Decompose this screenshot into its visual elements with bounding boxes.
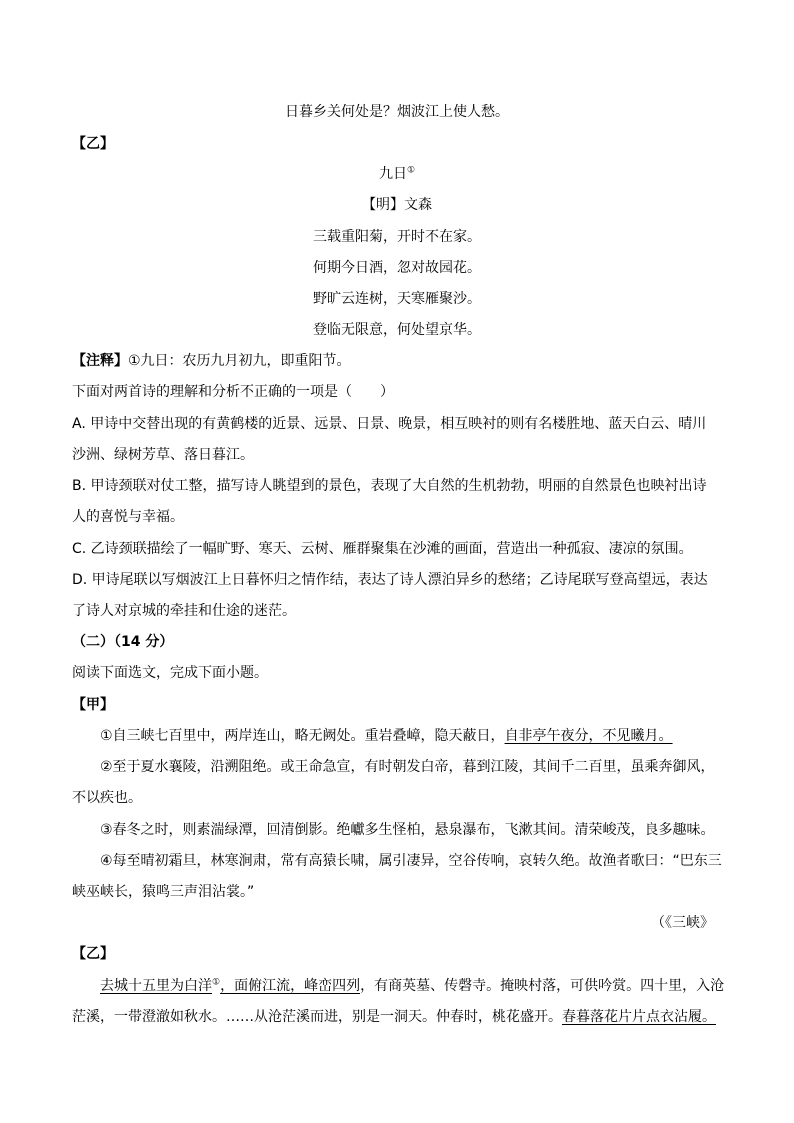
paragraph-2-line-2: 不以疾也。 — [72, 790, 142, 806]
section-instruction: 阅读下面选文，完成下面小题。 — [72, 665, 268, 681]
poem2-line-2: 何期今日酒，忽对故园花。 — [313, 260, 481, 276]
paragraph-4-line-2: 峡巫峡长，猿鸣三声泪沾裳。” — [72, 884, 255, 900]
source-citation: （《三峡》 — [651, 915, 714, 931]
poem2-line-1: 三载重阳菊，开时不在家。 — [313, 229, 481, 245]
poem2-note-mark: ① — [406, 165, 416, 176]
question-stem: 下面对两首诗的理解和分析不正确的一项是（ ） — [72, 384, 394, 400]
section-heading: （二）（14 分） — [72, 634, 174, 650]
annotation-label: 【注释】 — [72, 353, 128, 369]
yi-paragraph-line-1 — [100, 976, 724, 996]
option-d-line-1: D. 甲诗尾联以写烟波江上日暮怀归之情作结，表达了诗人漂泊异乡的愁绪；乙诗尾联写登高望远，表达 — [72, 572, 708, 588]
poem2-title-text: 九日 — [378, 166, 407, 182]
option-a-line-1: A. 甲诗中交替出现的有黄鹤楼的近景、远景、日景、晚景，相互映衬的则有名楼胜地、蓝天白云、晴川 — [72, 416, 707, 432]
yi-underlined-2: ，面俯江流，峰峦四列 — [220, 978, 361, 994]
yi-label: 【乙】 — [72, 136, 114, 152]
yi-text-1: ，有商英墓、传磬寺。掩映村落，可供吟赏。四十里，入沧 — [360, 978, 725, 994]
annotation — [72, 351, 351, 371]
yi-text-2: 茫溪，一带澄澈如秋水。……从沧茫溪而进，别是一洞天。仲春时，桃花盛开。 — [72, 1009, 562, 1025]
yi-label-2: 【乙】 — [72, 946, 114, 962]
yi-underlined-1: 去城十五里为白洋 — [100, 978, 212, 994]
option-c: C. 乙诗颈联描绘了一幅旷野、寒天、云树、雁群聚集在沙滩的画面，营造出一种孤寂、凄凉的氛围。 — [72, 541, 693, 557]
option-d-line-2: 了诗人对京城的牵挂和仕途的迷茫。 — [72, 603, 296, 619]
option-b-line-2: 人的喜悦与幸福。 — [72, 509, 184, 525]
jia-label: 【甲】 — [72, 697, 114, 713]
poem2-author: 【明】文森 — [362, 197, 432, 213]
poem1-last-line: 日暮乡关何处是？烟波江上使人愁。 — [285, 104, 509, 120]
paragraph-3: ③春冬之时，则素湍绿潭，回清倒影。绝巘多生怪柏，悬泉瀑布，飞漱其间。清荣峻茂，良多趣味。 — [100, 822, 715, 838]
paragraph-1 — [100, 726, 673, 746]
paragraph-1-text: ①自三峡七百里中，两岸连山，略无阙处。重岩叠嶂，隐天蔽日， — [100, 728, 505, 744]
paragraph-4-line-1: ④每至晴初霜旦，林寒涧肃，常有高猿长啸，属引凄异，空谷传响，哀转久绝。故渔者歌曰：“巴东三 — [100, 853, 722, 869]
paragraph-1-underlined: 自非亭午夜分，不见曦月。 — [504, 728, 673, 744]
paragraph-2-line-1: ②至于夏水襄陵，沿溯阻绝。或王命急宣，有时朝发白帝，暮到江陵，其间千二百里，虽乘奔御风， — [100, 759, 715, 775]
option-a-line-2: 沙洲、绿树芳草、落日暮江。 — [72, 447, 254, 463]
annotation-text: ①九日：农历九月初九，即重阳节。 — [128, 353, 351, 369]
option-b-line-1: B. 甲诗颈联对仗工整，描写诗人眺望到的景色，表现了大自然的生机勃勃，明丽的自然景色也映衬出诗 — [72, 478, 707, 494]
yi-note-mark: ① — [212, 977, 221, 988]
poem2-title — [0, 164, 794, 184]
poem2-line-3: 野旷云连树，天寒雁聚沙。 — [313, 291, 481, 307]
yi-paragraph-line-2 — [72, 1007, 716, 1027]
yi-underlined-3: 春暮落花片片点衣沾履。 — [562, 1009, 716, 1025]
poem2-line-4: 登临无限意，何处望京华。 — [313, 322, 481, 338]
